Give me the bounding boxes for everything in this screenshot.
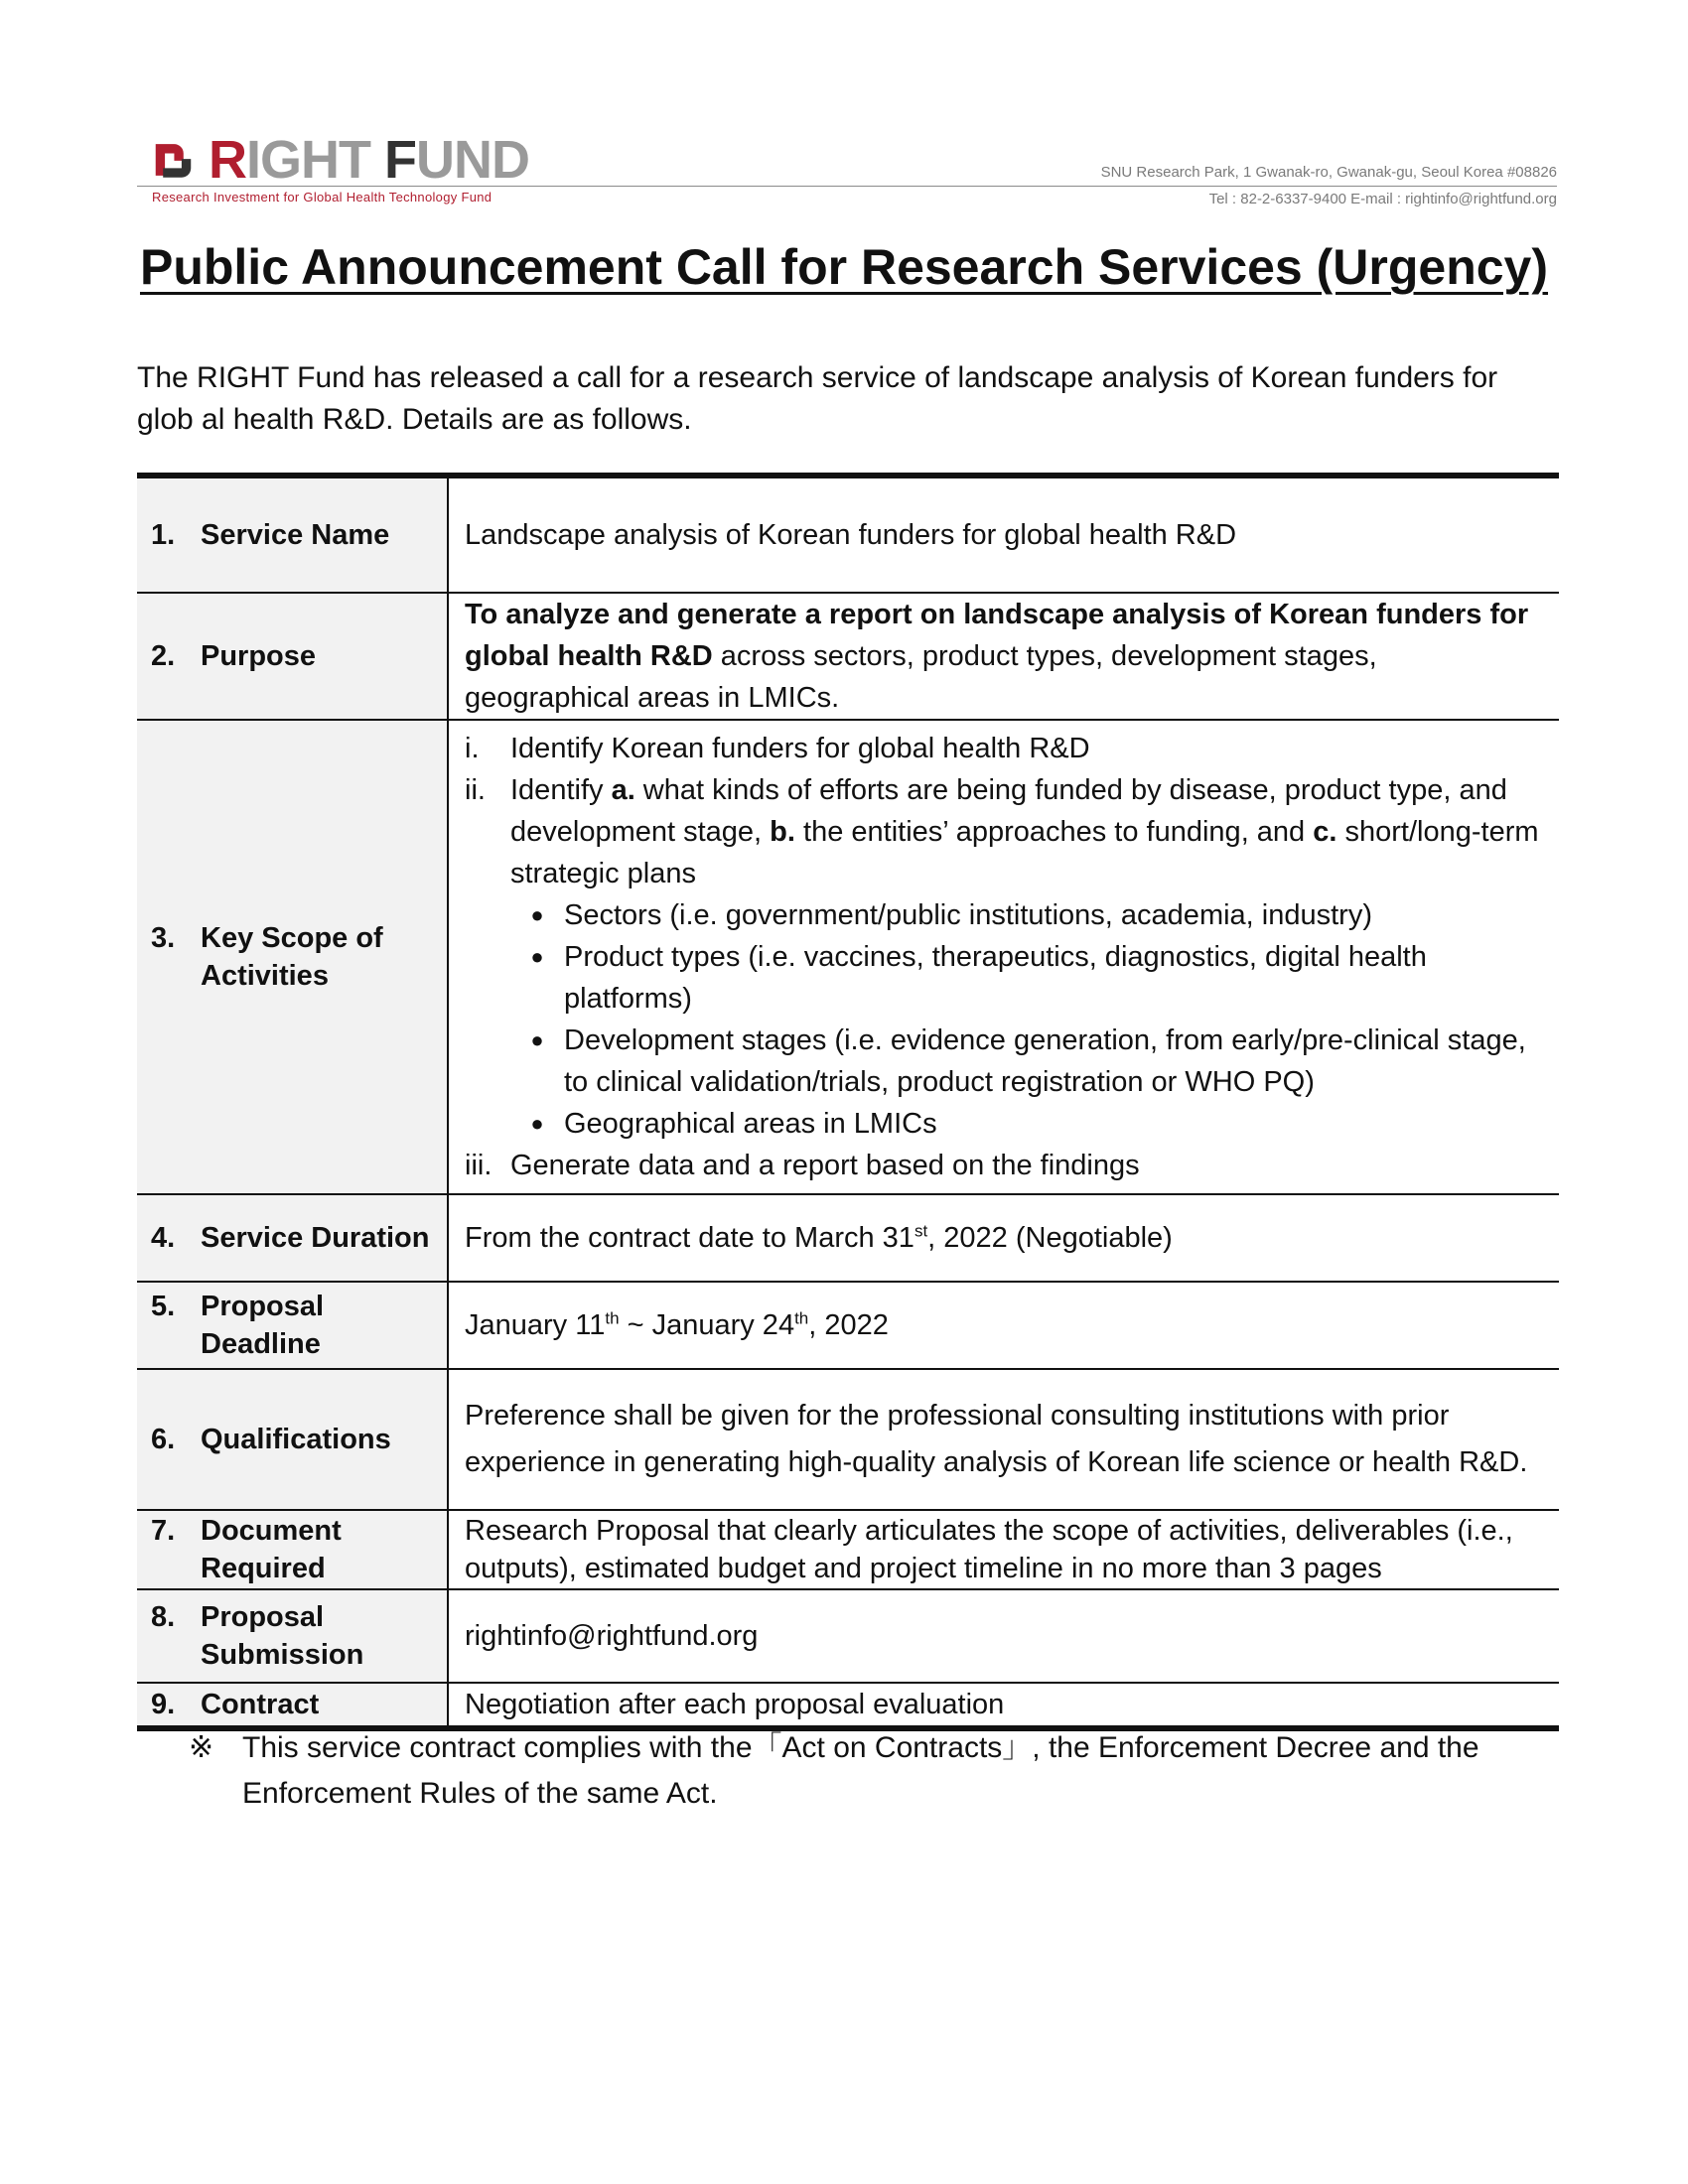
table-row — [137, 1683, 1559, 1728]
list-item-number: iii. — [465, 1150, 492, 1181]
table-row — [137, 720, 1559, 1194]
list-item-number: i. — [465, 733, 480, 764]
list-item-text-part: the entities’ approaches to funding, and — [794, 816, 1314, 848]
bullet-text: Sectors (i.e. government/public institutions, academia, industry) — [564, 899, 1372, 931]
row-value — [448, 1282, 1559, 1369]
row-value: Preference shall be given for the professional consulting institutions with prior experience in generating high-quality analysis of Korean life science or health R&D. — [448, 1369, 1559, 1510]
bullet-text: Product types (i.e. vaccines, therapeutics, diagnostics, digital health platforms) — [564, 941, 1427, 1015]
contract-note — [189, 1725, 1509, 1817]
bullet-text: Geographical areas in LMICs — [564, 1108, 937, 1140]
row-label-text: Service Duration — [201, 1222, 430, 1254]
logo-letter-f: F — [384, 130, 416, 190]
list-item-text: Generate data and a report based on the findings — [510, 1150, 1140, 1181]
right-fund-logo — [152, 130, 529, 205]
bullet-text: Development stages (i.e. evidence generation, from early/pre-clinical stage, to clinical validation/trials, product registration or WHO PQ) — [564, 1024, 1526, 1098]
row-label-text: Required — [201, 1553, 326, 1584]
row-number: 7. — [151, 1515, 176, 1547]
purpose-bold-text: To analyze and generate a report on landscape analysis of Korean funders for global health R&D — [465, 599, 1529, 672]
row-number: 9. — [151, 1689, 176, 1720]
list-item-text-part: short/long-term strategic plans — [510, 816, 1539, 889]
logo-wordmark — [208, 130, 529, 190]
list-item-marker-b: b. — [770, 816, 795, 848]
details-table — [137, 473, 1559, 1731]
list-item-number: ii. — [465, 774, 486, 806]
list-item — [465, 1145, 1547, 1186]
row-value — [448, 1194, 1559, 1282]
row-value — [448, 720, 1559, 1194]
header-divider — [137, 186, 1557, 187]
deadline-text: , 2022 — [808, 1309, 889, 1341]
list-item-text-part: Identify — [510, 774, 612, 806]
deadline-text: ~ January 24 — [619, 1309, 795, 1341]
intro-paragraph: The RIGHT Fund has released a call for a research service of landscape analysis of Korean funders for glob al health R&D. Details are as follows. — [137, 361, 1498, 436]
table-row — [137, 593, 1559, 720]
row-label-text: Deadline — [201, 1328, 321, 1360]
table-row — [137, 1194, 1559, 1282]
duration-text: , 2022 (Negotiable) — [927, 1222, 1173, 1254]
table-row — [137, 1589, 1559, 1683]
row-label-text: Submission — [201, 1639, 364, 1671]
bullet-dot-icon: ● — [530, 1027, 544, 1052]
row-label-text: Activities — [201, 960, 329, 992]
row-label-text: Contract — [201, 1689, 320, 1720]
right-fund-logo-mark-icon — [152, 137, 195, 183]
row-label — [137, 1589, 448, 1683]
table-row — [137, 1510, 1559, 1589]
row-label — [137, 1683, 448, 1728]
bullet-dot-icon: ● — [530, 1111, 544, 1136]
reference-mark-icon: ※ — [189, 1731, 214, 1764]
row-value — [448, 593, 1559, 720]
ordinal-suffix: th — [794, 1308, 809, 1328]
ordinal-suffix: th — [605, 1308, 620, 1328]
row-label-text: Qualifications — [201, 1424, 391, 1455]
table-row — [137, 1282, 1559, 1369]
purpose-text: across sectors, product types, development stages, geographical areas in LMICs. — [465, 640, 1377, 714]
bullet-dot-icon: ● — [530, 944, 544, 969]
table-row — [137, 476, 1559, 593]
row-label-text: Purpose — [201, 640, 317, 672]
row-label — [137, 1282, 448, 1369]
bullet-item — [465, 1020, 1547, 1103]
row-number: 6. — [151, 1424, 176, 1455]
list-item-marker-a: a. — [611, 774, 635, 806]
row-label-text: Service Name — [201, 519, 390, 551]
row-label-text: Proposal — [201, 1601, 325, 1633]
row-label-text: Proposal — [201, 1291, 325, 1322]
row-label — [137, 1369, 448, 1510]
list-item — [465, 728, 1547, 769]
row-label-text: Document — [201, 1515, 342, 1547]
list-item — [465, 769, 1547, 894]
header-contact: Tel : 82-2-6337-9400 E-mail : rightinfo@rightfund.org — [1208, 191, 1557, 207]
list-item-text: Identify Korean funders for global health R&D — [510, 733, 1090, 764]
row-value: Research Proposal that clearly articulates the scope of activities, deliverables (i.e., outputs), estimated budget and project timeline in no more than 3 pages — [448, 1510, 1559, 1589]
row-number: 8. — [151, 1601, 176, 1633]
bullet-item — [465, 894, 1547, 936]
submission-email-link[interactable]: rightinfo@rightfund.org — [465, 1620, 759, 1652]
header-address: SNU Research Park, 1 Gwanak-ro, Gwanak-gu, Seoul Korea #08826 — [1100, 164, 1557, 181]
bullet-item — [465, 1103, 1547, 1145]
bullet-dot-icon: ● — [530, 902, 544, 927]
logo-letter-r: R — [208, 130, 246, 190]
row-label — [137, 1194, 448, 1282]
logo-letters-und: UND — [416, 130, 529, 190]
row-label-text: Key Scope of — [201, 922, 383, 954]
contract-note-text: This service contract complies with the「Act on Contracts」, the Enforcement Decree and the Enforcement Rules of the same Act. — [242, 1731, 1479, 1810]
page-title: Public Announcement Call for Research Services (Urgency) — [139, 239, 1549, 295]
row-label — [137, 593, 448, 720]
row-number: 3. — [151, 922, 176, 954]
row-label — [137, 720, 448, 1194]
table-row — [137, 1369, 1559, 1510]
row-label — [137, 1510, 448, 1589]
row-value: Negotiation after each proposal evaluation — [448, 1683, 1559, 1728]
deadline-text: January 11 — [465, 1309, 606, 1341]
logo-tagline: Research Investment for Global Health Technology Fund — [152, 190, 492, 205]
bullet-item — [465, 936, 1547, 1020]
row-label — [137, 476, 448, 593]
list-item-text-part: what kinds of efforts are being funded by disease, product type, and development stage, — [510, 774, 1507, 848]
list-item-marker-c: c. — [1313, 816, 1337, 848]
row-number: 4. — [151, 1222, 176, 1254]
ordinal-suffix: st — [914, 1221, 928, 1241]
list-item-text — [510, 769, 1547, 894]
logo-letters-ight: IGHT — [245, 130, 370, 190]
row-number: 5. — [151, 1291, 176, 1322]
row-value: Landscape analysis of Korean funders for global health R&D — [448, 476, 1559, 593]
row-value — [448, 1589, 1559, 1683]
duration-text: From the contract date to March 31 — [465, 1222, 914, 1254]
row-number: 2. — [151, 640, 176, 672]
row-number: 1. — [151, 519, 176, 551]
